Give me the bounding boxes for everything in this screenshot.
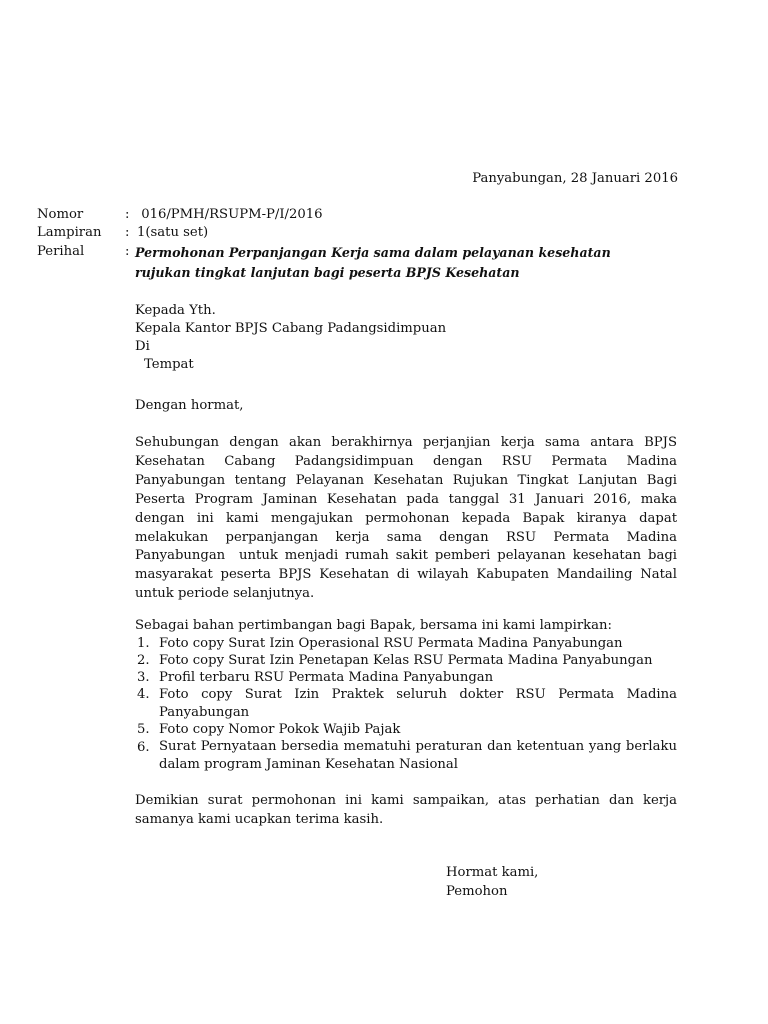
list-item-number: 1. [137, 636, 150, 651]
nomor-label: Nomor [37, 207, 84, 222]
closing-paragraph: Demikian surat permohonan ini kami sampaikan, atas perhatian dan kerja samanya kami ucapkan terima kasih. [135, 793, 677, 827]
nomor-row [37, 206, 697, 224]
list-item-number: 3. [137, 670, 150, 685]
signoff-block [446, 864, 538, 901]
main-paragraph: Sehubungan dengan akan berakhirnya perjanjian kerja sama antara BPJS Kesehatan Cabang Padangsidimpuan dengan RSU Permata Madina Panyabungan tentang Pelayanan Kesehatan Rujukan Tingkat Lanjutan Bagi Peserta Program Jaminan Kesehatan pada tanggal 31 Januari 2016, maka dengan ini kami mengajukan permohonan kepada Bapak kiranya dapat melakukan perpanjangan kerja sama dengan RSU Permata Madina Panyabungan untuk menjadi rumah sakit pemberi pelayanan kesehatan bagi masyarakat peserta BPJS Kesehatan di wilayah Kabupaten Mandailing Natal untuk periode selanjutnya. [135, 435, 682, 602]
lampiran-colon: : [125, 225, 130, 240]
letter-date: Panyabungan, 28 Januari 2016 [472, 171, 678, 186]
list-item-text: Foto copy Surat Izin Praktek seluruh dokter RSU Permata Madina Panyabungan [159, 687, 677, 720]
list-item [137, 652, 677, 669]
perihal-colon: : [125, 244, 130, 259]
list-item-number: 5. [137, 722, 150, 737]
recipient-block [135, 302, 677, 374]
attachments-intro: Sebagai bahan pertimbangan bagi Bapak, bersama ini kami lampirkan: [135, 618, 612, 633]
lampiran-value: 1(satu set) [137, 225, 209, 240]
lampiran-row [37, 224, 697, 242]
perihal-label: Perihal [37, 244, 85, 259]
greeting: Dengan hormat, [135, 398, 244, 413]
list-item-text: Foto copy Surat Izin Penetapan Kelas RSU Permata Madina Panyabungan [159, 653, 653, 668]
recipient-line-2: Kepala Kantor BPJS Cabang Padangsidimpuan [135, 321, 447, 336]
list-item-number: 6. [137, 740, 150, 755]
perihal-row [37, 243, 697, 283]
lampiran-label: Lampiran [37, 225, 102, 240]
recipient-line-3: Di [135, 339, 150, 354]
signoff-line-1: Hormat kami, [446, 865, 539, 880]
nomor-colon: : [125, 207, 130, 222]
perihal-value [135, 243, 697, 283]
perihal-line-2: rujukan tingkat lanjutan bagi peserta BPJS Kesehatan [135, 265, 520, 280]
list-item-text: Surat Pernyataan bersedia mematuhi peraturan dan ketentuan yang berlaku dalam program Jaminan Kesehatan Nasional [159, 739, 677, 772]
list-item-text: Profil terbaru RSU Permata Madina Panyabungan [159, 670, 494, 685]
list-item-number: 2. [137, 653, 150, 668]
list-item [137, 721, 677, 738]
list-item [137, 738, 677, 773]
nomor-value: 016/PMH/RSUPM-P/I/2016 [137, 207, 323, 222]
attachments-list [137, 635, 677, 773]
list-item-number: 4. [137, 687, 150, 702]
list-item [137, 686, 677, 721]
list-item [137, 635, 677, 652]
list-item-text: Foto copy Nomor Pokok Wajib Pajak [159, 722, 401, 737]
list-item [137, 669, 677, 686]
recipient-line-1: Kepada Yth. [135, 303, 216, 318]
perihal-line-1: Permohonan Perpanjangan Kerja sama dalam pelayanan kesehatan [135, 245, 611, 260]
signoff-line-2: Pemohon [446, 883, 508, 899]
letter-meta [37, 206, 697, 283]
list-item-text: Foto copy Surat Izin Operasional RSU Permata Madina Panyabungan [159, 636, 623, 651]
recipient-line-4: Tempat [144, 357, 194, 372]
